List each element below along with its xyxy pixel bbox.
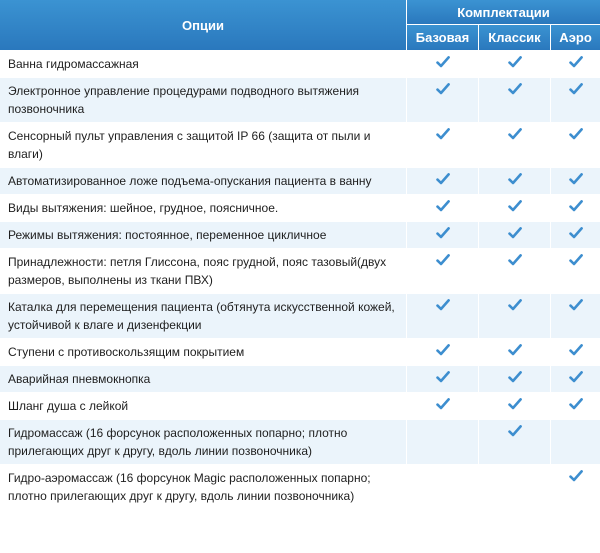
- option-name: Автоматизированное ложе подъема-опускания пациента в ванну: [0, 168, 407, 195]
- check-cell-aero: [551, 420, 600, 465]
- option-name: Ванна гидромассажная: [0, 51, 407, 78]
- check-cell-basic: [407, 366, 479, 393]
- check-cell-basic: [407, 420, 479, 465]
- level-header-basic: Базовая: [407, 25, 479, 51]
- checkmark-icon: [436, 199, 450, 213]
- level-header-aero: Аэро: [551, 25, 600, 51]
- check-cell-classic: [479, 420, 551, 465]
- check-cell-aero: [551, 195, 600, 222]
- checkmark-icon: [436, 370, 450, 384]
- checkmark-icon: [436, 55, 450, 69]
- table-row: [0, 249, 600, 294]
- option-name: Ступени с противоскользящим покрытием: [0, 339, 407, 366]
- check-cell-basic: [407, 168, 479, 195]
- check-cell-aero: [551, 78, 600, 123]
- check-cell-classic: [479, 465, 551, 510]
- check-cell-classic: [479, 249, 551, 294]
- option-name: Шланг душа с лейкой: [0, 393, 407, 420]
- checkmark-icon: [436, 82, 450, 96]
- checkmark-icon: [436, 298, 450, 312]
- checkmark-icon: [436, 127, 450, 141]
- check-cell-classic: [479, 366, 551, 393]
- check-cell-aero: [551, 249, 600, 294]
- check-cell-classic: [479, 222, 551, 249]
- checkmark-icon: [508, 370, 522, 384]
- table-row: [0, 339, 600, 366]
- checkmark-icon: [569, 55, 583, 69]
- checkmark-icon: [508, 253, 522, 267]
- check-cell-aero: [551, 393, 600, 420]
- table-row: [0, 366, 600, 393]
- checkmark-icon: [508, 298, 522, 312]
- check-cell-aero: [551, 366, 600, 393]
- table-row: [0, 222, 600, 249]
- checkmark-icon: [569, 469, 583, 483]
- check-cell-aero: [551, 465, 600, 510]
- table-row: [0, 195, 600, 222]
- checkmark-icon: [508, 343, 522, 357]
- table-row: [0, 51, 600, 78]
- check-cell-classic: [479, 123, 551, 168]
- checkmark-icon: [508, 424, 522, 438]
- table-row: [0, 78, 600, 123]
- check-cell-aero: [551, 123, 600, 168]
- checkmark-icon: [436, 343, 450, 357]
- check-cell-aero: [551, 339, 600, 366]
- table-row: [0, 294, 600, 339]
- option-name: Принадлежности: петля Глиссона, пояс грудной, пояс тазовый(двух размеров, выполнены из ткани ПВХ): [0, 249, 407, 294]
- option-name: Гидро-аэромассаж (16 форсунок Magic расположенных попарно; плотно прилегающих друг к другу, вдоль линии позвоночника): [0, 465, 407, 510]
- checkmark-icon: [436, 253, 450, 267]
- check-cell-basic: [407, 222, 479, 249]
- options-column-header: Опции: [0, 0, 407, 51]
- option-name: Каталка для перемещения пациента (обтянута искусственной кожей, устойчивой к влаге и дизенфекции: [0, 294, 407, 339]
- checkmark-icon: [569, 199, 583, 213]
- checkmark-icon: [569, 172, 583, 186]
- check-cell-basic: [407, 195, 479, 222]
- checkmark-icon: [436, 226, 450, 240]
- configurations-group-header: Комплектации: [407, 0, 600, 25]
- checkmark-icon: [436, 172, 450, 186]
- check-cell-basic: [407, 393, 479, 420]
- checkmark-icon: [508, 127, 522, 141]
- option-name: Гидромассаж (16 форсунок расположенных попарно; плотно прилегающих друг к другу, вдоль линии позвоночника): [0, 420, 407, 465]
- check-cell-basic: [407, 249, 479, 294]
- check-cell-classic: [479, 294, 551, 339]
- check-cell-classic: [479, 78, 551, 123]
- check-cell-aero: [551, 168, 600, 195]
- check-cell-aero: [551, 222, 600, 249]
- checkmark-icon: [508, 226, 522, 240]
- check-cell-basic: [407, 51, 479, 78]
- check-cell-classic: [479, 195, 551, 222]
- check-cell-basic: [407, 78, 479, 123]
- check-cell-basic: [407, 339, 479, 366]
- checkmark-icon: [569, 343, 583, 357]
- checkmark-icon: [569, 298, 583, 312]
- table-row: [0, 123, 600, 168]
- checkmark-icon: [569, 253, 583, 267]
- option-name: Аварийная пневмокнопка: [0, 366, 407, 393]
- table-body: [0, 51, 600, 510]
- checkmark-icon: [508, 199, 522, 213]
- checkmark-icon: [569, 82, 583, 96]
- option-name: Виды вытяжения: шейное, грудное, поясничное.: [0, 195, 407, 222]
- table-row: [0, 420, 600, 465]
- check-cell-classic: [479, 168, 551, 195]
- check-cell-classic: [479, 393, 551, 420]
- table-row: [0, 393, 600, 420]
- checkmark-icon: [569, 226, 583, 240]
- check-cell-basic: [407, 294, 479, 339]
- level-header-classic: Классик: [479, 25, 551, 51]
- checkmark-icon: [569, 397, 583, 411]
- table-row: [0, 465, 600, 510]
- check-cell-aero: [551, 294, 600, 339]
- check-cell-classic: [479, 51, 551, 78]
- check-cell-classic: [479, 339, 551, 366]
- table-header: [0, 0, 600, 51]
- check-cell-aero: [551, 51, 600, 78]
- checkmark-icon: [569, 370, 583, 384]
- option-name: Режимы вытяжения: постоянное, переменное цикличное: [0, 222, 407, 249]
- option-name: Сенсорный пульт управления с защитой IP 66 (защита от пыли и влаги): [0, 123, 407, 168]
- checkmark-icon: [508, 55, 522, 69]
- table-row: [0, 168, 600, 195]
- checkmark-icon: [436, 397, 450, 411]
- checkmark-icon: [508, 397, 522, 411]
- checkmark-icon: [508, 172, 522, 186]
- option-name: Электронное управление процедурами подводного вытяжения позвоночника: [0, 78, 407, 123]
- check-cell-basic: [407, 465, 479, 510]
- checkmark-icon: [508, 82, 522, 96]
- checkmark-icon: [569, 127, 583, 141]
- check-cell-basic: [407, 123, 479, 168]
